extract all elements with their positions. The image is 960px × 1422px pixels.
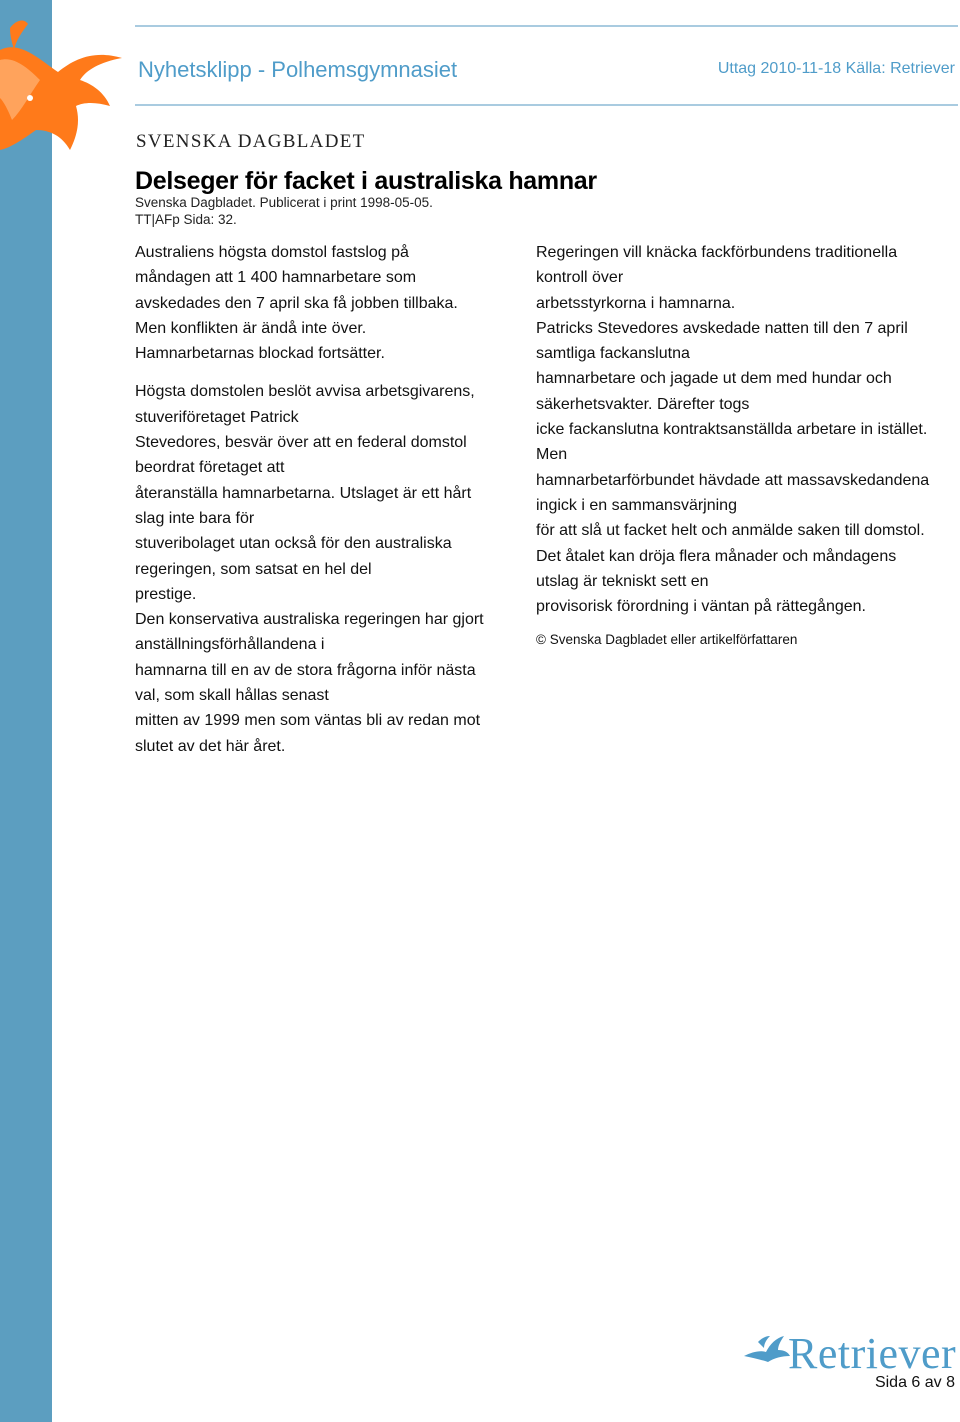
body-line: slag inte bara för: [135, 509, 255, 527]
body-line: regeringen, som satsat en hel del: [135, 560, 372, 578]
body-line: arbetsstyrkorna i hamnarna.: [536, 294, 736, 312]
extract-date-source: Uttag 2010-11-18 Källa: Retriever: [717, 60, 955, 77]
body-line: mitten av 1999 men som väntas bli av redan mot: [135, 712, 481, 730]
goldfish-logo-icon: [0, 10, 125, 160]
lead-line: Men konflikten är ändå inte över.: [135, 319, 367, 337]
body-line: Regeringen vill knäcka fackförbundens traditionella: [536, 244, 898, 261]
body-line: utslag är tekniskt sett en: [536, 572, 709, 590]
left-sidebar-band: [0, 0, 52, 1422]
newspaper-masthead: SVENSKA DAGBLADET: [136, 131, 366, 152]
article-meta-source: TT|AFp Sida: 32.: [135, 212, 237, 227]
body-line: Högsta domstolen beslöt avvisa arbetsgivarens,: [135, 383, 475, 401]
lead-line: avskedades den 7 april ska få jobben tillbaka.: [135, 294, 458, 312]
body-line: för att slå ut facket helt och anmälde saken till domstol.: [536, 522, 925, 540]
retriever-bird-icon: [744, 1334, 790, 1368]
body-line: icke fackanslutna kontraktsanställda arbetare in istället.: [536, 421, 928, 439]
body-line: Patricks Stevedores avskedade natten till den 7 april: [536, 319, 908, 337]
copyright-notice: © Svenska Dagbladet eller artikelförfattaren: [536, 632, 798, 648]
article-meta: [135, 194, 433, 228]
lead-line: Australiens högsta domstol fastslog på: [135, 244, 409, 261]
body-line: prestige.: [135, 585, 197, 603]
body-line: provisorisk förordning i väntan på rättegången.: [536, 598, 866, 616]
article-lead: [135, 240, 515, 366]
retriever-wordmark: Retriever: [788, 1329, 957, 1378]
header-top-rule: [135, 25, 958, 27]
page-number: Sida 6 av 8: [874, 1374, 955, 1391]
body-line: hamnarbetare och jagade ut dem med hundar och: [536, 370, 892, 388]
body-line: återanställa hamnarbetarna. Utslaget är ett hårt: [135, 484, 472, 502]
body-line: ingick i en sammansvärjning: [536, 496, 737, 514]
article-meta-publication: Svenska Dagbladet. Publicerat i print 1998-05-05.: [135, 195, 433, 210]
body-line: Stevedores, besvär över att en federal domstol: [135, 434, 467, 452]
article-title: Delseger för facket i australiska hamnar: [135, 167, 597, 195]
body-line: Den konservativa australiska regeringen har gjort: [135, 611, 484, 629]
body-line: hamnarbetarförbundet hävdade att massavskedandena: [536, 471, 930, 489]
clipping-service-title: Nyhetsklipp - Polhemsgymnasiet: [138, 57, 458, 82]
body-line: stuveribolaget utan också för den australiska: [135, 535, 452, 553]
body-line: hamnarna till en av de stora frågorna inför nästa: [135, 661, 476, 679]
body-line: samtliga fackanslutna: [536, 345, 690, 363]
body-line: stuveriföretaget Patrick: [135, 408, 299, 426]
body-line: säkerhetsvakter. Därefter togs: [536, 395, 750, 413]
article-body-right: [536, 240, 960, 619]
body-line: val, som skall hållas senast: [135, 687, 329, 705]
body-line: Men: [536, 446, 568, 464]
body-line: Det åtalet kan dröja flera månader och måndagens: [536, 547, 897, 565]
article-column-left: [135, 240, 515, 759]
body-line: anställningsförhållandena i: [135, 636, 325, 654]
article-column-right: [536, 240, 960, 649]
lead-line: måndagen att 1 400 hamnarbetare som: [135, 269, 417, 287]
body-line: slutet av det här året.: [135, 737, 286, 755]
article-body-left: [135, 379, 515, 758]
body-line: kontroll över: [536, 269, 624, 287]
lead-line: Hamnarbetarnas blockad fortsätter.: [135, 345, 385, 363]
header-bottom-rule: [135, 104, 958, 106]
body-line: beordrat företaget att: [135, 459, 285, 477]
